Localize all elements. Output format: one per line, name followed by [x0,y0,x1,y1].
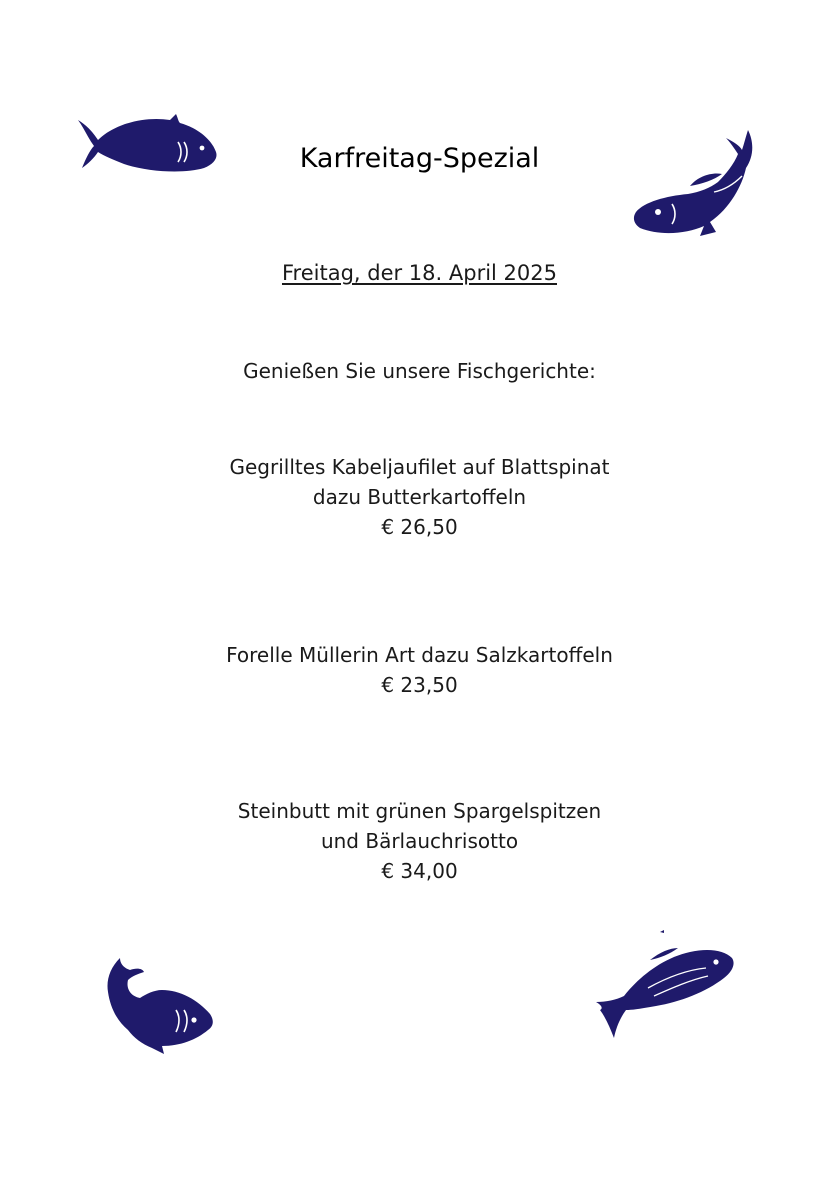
fish-icon [590,930,736,1040]
event-date: Freitag, der 18. April 2025 [281,261,557,285]
menu-item [0,452,839,542]
menu-item [0,640,839,700]
intro-text: Genießen Sie unsere Fischgerichte: [243,359,596,383]
dish-side: dazu Butterkartoffeln [312,485,527,509]
dish-price: € 23,50 [381,673,458,697]
dish-price: € 34,00 [381,859,458,883]
fish-icon [100,954,218,1058]
dish-side: und Bärlauchrisotto [320,829,519,853]
menu-item [0,796,839,886]
dish-name: Forelle Müllerin Art dazu Salzkartoffeln [226,643,613,667]
dish-price: € 26,50 [381,515,458,539]
page-title: Karfreitag-Spezial [299,143,540,174]
dish-name: Steinbutt mit grünen Spargelspitzen [237,799,602,823]
dish-name: Gegrilltes Kabeljaufilet auf Blattspinat [229,455,610,479]
